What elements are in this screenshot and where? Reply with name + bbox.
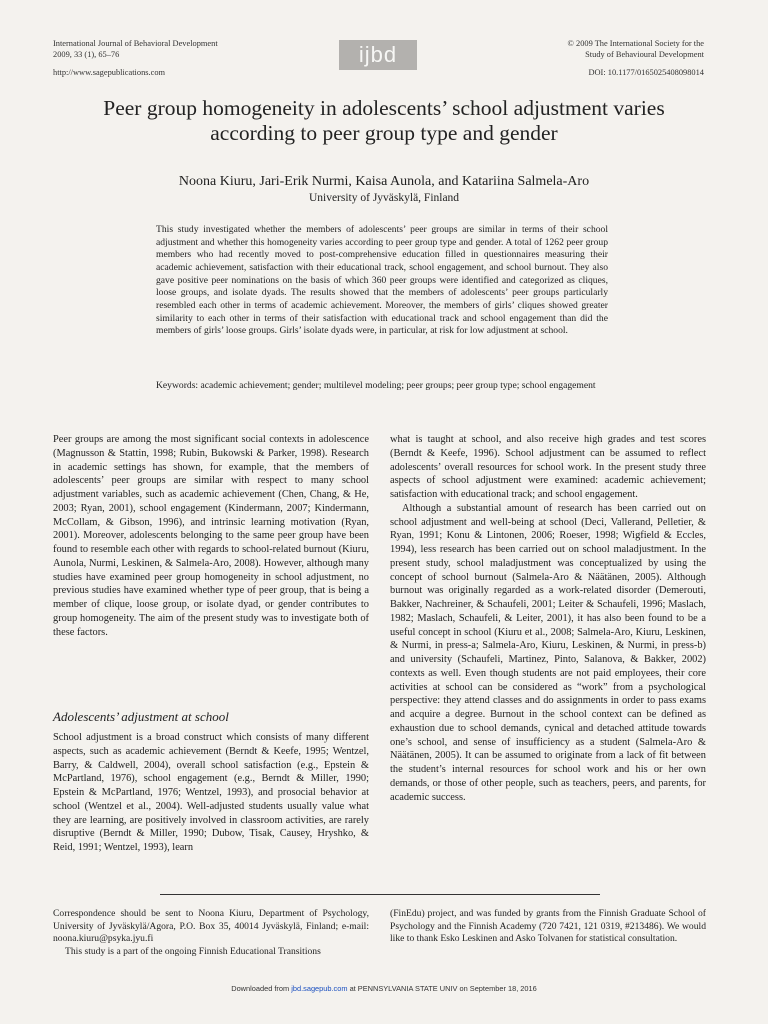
body-left-column-top [53, 433, 369, 639]
footnote-left [53, 908, 369, 958]
funding-note-end: (FinEdu) project, and was funded by grants from the Finnish Graduate School of Psychology and the Finnish Academy (720 7421, 121 0319, #213486). We would like to thank Esko Leskinen and Asko Tolvanen for statistical consultation. [390, 908, 706, 945]
body-paragraph: School adjustment is a broad construct which consists of many different aspects, such as academic achievement (Berndt & Keefe, 1995; Wentzel, Barry, & Caldwell, 2004), overall school satisfaction (e.g., Epstein & McPartland, 1976), school engagement (e.g., Berndt & Miller, 1990; Epstein & McPartland, 1976; Wentzel, 1993), and prosocial behavior at school (Wentzel et al., 2004). Well-adjusted students usually value what they are learning, are positively involved in classroom activities, are rarely disruptive (Berndt & Miller, 1990; Dubow, Tisak, Causey, Hryshko, & Reid, 1991; Wentzel, 1993), learn [53, 732, 369, 853]
download-suffix: at PENNSYLVANIA STATE UNIV on September 18, 2016 [347, 984, 537, 993]
body-paragraph: Although a substantial amount of research has been carried out on school adjustment and well-being at school (Deci, Vallerand, Pelletier, & Ryan, 1991; Konu & Lintonen, 2006; Roeser, 1998; Wigfield & Eccles, 1994), less research has been carried out on school maladjustment. In the present study, school maladjustment was conceptualized by using the concept of school burnout (Salmela-Aro & Näätänen, 2005). Although burnout was originally regarded as a work-related disorder (Demerouti, Bakker, Nachreiner, & Schaufeli, 2001; Leiter & Schaufeli, 1996; Maslach, 1982; Maslach, Schaufeli, & Leiter, 2001), it has also been found to be a useful concept in school (Kiuru et al., 2008; Salmela-Aro, Kiuru, Leskinen, & Nurmi, in press-a; Salmela-Aro, Kiuru, Leskinen, & Nurmi, in press-b) and university (Schaufeli, Martinez, Pinto, Salanova, & Bakker, 2002) contexts as well. Even though students are not paid employees, their core activities at school can be considered as “work” from a psychological perspective: they attend classes and do assignments in order to pass exams and acquire a degree. Burnout in the school context can be defined as exhaustion due to school demands, cynical and detached attitude towards one’s school, and sense of insufficiency as a student (Salmela-Aro & Näätänen, 2005). It can be assumed to originate from a lack of fit between the student’s internal resources for school work and his or her own demands, or those of other people, such as teachers, peers, and parents, for academic success. [390, 502, 706, 803]
article-authors: Noona Kiuru, Jari-Erik Nurmi, Kaisa Aunola, and Katariina Salmela-Aro [178, 174, 590, 189]
body-paragraph: Peer groups are among the most significant social contexts in adolescence (Magnusson & Stattin, 1998; Rubin, Bukowski & Parker, 1998). Research in academic settings has shown, for example, that the members of adolescents’ peer groups are similar with respect to many school adjustment variables, such as academic achievement (Chen, Chang, & He, 2003; Ryan, 2001), school engagement (Kindermann, 2007; Kindermann, McCollam, & Gibson, 1996), and intrinsic learning motivation (Ryan, 2001). Moreover, adolescents belonging to the same peer group have been found to resemble each other with regards to school-related burnout (Kiuru, Aunola, Nurmi, Leskinen, & Salmela-Aro, 2008). However, although many studies have examined peer group homogeneity in school adjustment, no previous studies have examined whether type of peer group, that is being a member of clique, loose group, or isolate dyad, or gender contributes to group homogeneity. The aim of the present study was to investigate both of these factors. [53, 434, 369, 638]
article-title: Peer group homogeneity in adolescents’ school adjustment varies according to peer group type and gender [103, 96, 665, 145]
download-link[interactable]: jbd.sagepub.com [291, 984, 348, 993]
journal-header-right [568, 38, 704, 78]
copyright-line-1: © 2009 The International Society for the [567, 39, 704, 48]
keywords: Keywords: academic achievement; gender; multilevel modeling; peer groups; peer group type; school engagement [156, 380, 596, 391]
copyright-line-2: Study of Behavioural Development [585, 50, 704, 59]
abstract: This study investigated whether the members of adolescents’ peer groups are similar in terms of their school adjustment and whether this homogeneity varies according to peer group type and gender. A total of 1262 peer group members who had recently moved to post-comprehensive education filled in questionnaires measuring their academic achievement, satisfaction with their educational track, school engagement, and school burnout. They also gave positive peer nominations on the basis of which 360 peer groups were identified and categorized as cliques, loose groups, and isolate dyads. The results showed that the members of adolescents’ peer groups particularly resembled each other in terms of academic achievement. Moreover, the members of girls’ cliques showed greater similarity to each other in terms of their satisfaction with educational track and school engagement than did the members of girls’ loose groups. Girls’ isolate dyads were, in particular, at risk for low adjustment at school. [156, 224, 608, 337]
download-notice [0, 984, 768, 993]
journal-logo: ijbd [339, 40, 417, 70]
footnote-right [390, 908, 706, 946]
author-affiliation: University of Jyväskylä, Finland [308, 192, 460, 204]
footnote-divider [160, 894, 600, 895]
correspondence-note: Correspondence should be sent to Noona Kiuru, Department of Psychology, University of Jyväskylä/Agora, P.O. Box 35, 40014 Jyväskylä, Finland; e-mail: noona.kiuru@psyka.jyu.fi [53, 908, 369, 945]
body-right-column [390, 433, 706, 804]
funding-note-start: This study is a part of the ongoing Finnish Educational Transitions [65, 945, 321, 957]
journal-header-left [53, 38, 218, 78]
section-heading: Adolescents’ adjustment at school [53, 709, 229, 724]
download-prefix: Downloaded from [231, 984, 292, 993]
publisher-url[interactable]: http://www.sagepublications.com [53, 68, 166, 77]
body-paragraph: what is taught at school, and also receive high grades and test scores (Berndt & Keefe, 1996). School adjustment can be assumed to reflect adolescents’ overall resources for school work. In the present study three aspects of school adjustment were examined: academic achievement; satisfaction with educational track; and school engagement. [390, 434, 706, 500]
journal-name: International Journal of Behavioral Development [53, 39, 218, 48]
body-left-column-bottom [53, 731, 369, 855]
journal-citation: 2009, 33 (1), 65–76 [53, 50, 120, 59]
doi[interactable]: DOI: 10.1177/0165025408098014 [588, 68, 704, 77]
